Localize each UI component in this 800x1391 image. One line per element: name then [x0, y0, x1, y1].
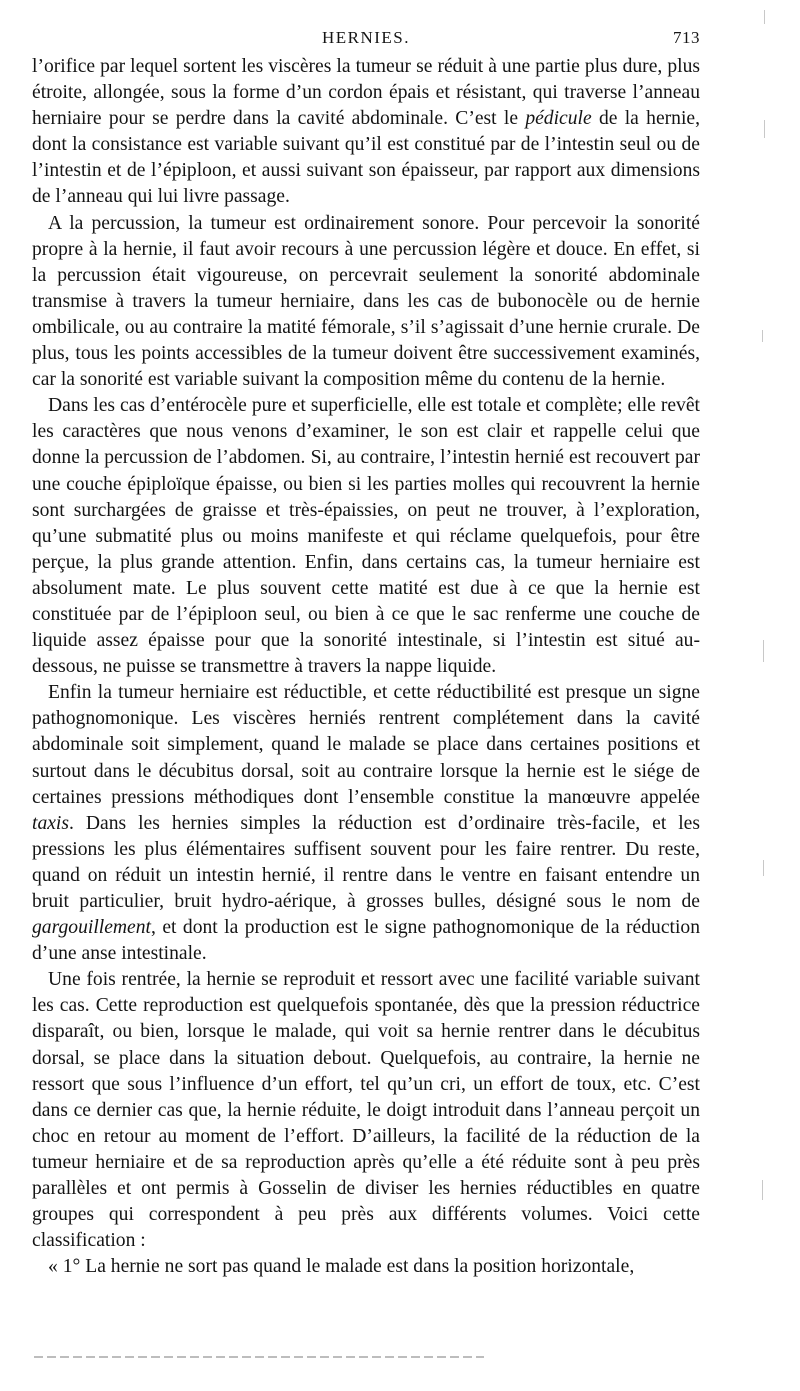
- text-run: Une fois rentrée, la hernie se reproduit et ressort avec une facilité variable suivant les cas. Cette reproduction est quelquefois spontanée, dès que la pression réductrice disparaît, ou bien, lorsque le malade, qui voit sa hernie rentrer dans le décubitus dorsal, se place dans la situation debout. Quelquefois, au contraire, la hernie ne ressort que sous l’influence d’un effort, tel qu’un cri, un effort de toux, etc. C’est dans ce dernier cas que, la hernie réduite, le doigt introduit dans l’anneau perçoit un choc en retour au moment de l’effort. D’ailleurs, la facilité de la réduction de la tumeur herniaire et de sa reproduction après qu’elle a été réduite sont à peu près parallèles et ont permis à Gosselin de diviser les hernies réductibles en quatre groupes qui correspondent à peu près aux différents volumes. Voici cette classification :: [32, 969, 700, 1252]
- italic-term: pédicule: [525, 108, 592, 130]
- scan-mark: [764, 120, 765, 138]
- running-title: HERNIES.: [321, 28, 411, 47]
- text-run: « 1° La hernie ne sort pas quand le malade est dans la position horizontale,: [48, 1256, 635, 1278]
- text-run: Dans les cas d’entérocèle pure et superficielle, elle est totale et complète; elle revêt les caractères que nous venons d’examiner, le son est clair et rappelle celui que donne la percussion de l’abdomen. Si, au contraire, l’intestin hernié est recouvert par une couche épiploïque épaisse, ou bien si les parties molles qui recouvrent la hernie sont surchargées de graisse et très-épaissies, on peut ne trouver, à l’exploration, qu’une submatité plus ou moins manifeste et qui réclame quelquefois, pour être perçue, la plus grande attention. Enfin, dans certains cas, la tumeur herniaire est absolument mate. Le plus souvent cette matité est due à ce que la hernie est constituée par de l’épiploon seul, ou bien à ce que le sac renferme une couche de liquide assez épaisse pour que la sonorité intestinale, si l’intestin est situé au-dessous, ne puisse se transmettre à travers la nappe liquide.: [32, 395, 700, 678]
- body-text: [32, 54, 700, 1280]
- text-run: . Dans les hernies simples la réduction est d’ordinaire très-facile, et les pressions les plus élémentaires suffisent souvent pour les faire rentrer. Du reste, quand on réduit un intestin hernié, il rentre dans le ventre en faisant entendre un bruit particulier, bruit hydro-aérique, à grosses bulles, désigné sous le nom de: [32, 812, 700, 912]
- text-run: l’orifice par lequel sortent les viscères la tumeur se réduit à une partie plus dure, plus étroite, allongée, sous la forme d’un cordon épais et résistant, qui traverse l’anneau herniaire pour se perdre dans la cavité abdominale. C’est le: [32, 56, 700, 130]
- scan-mark: [763, 860, 764, 876]
- paragraph: [32, 393, 700, 680]
- text-run: Enfin la tumeur herniaire est réductible, et cette réductibilité est presque un signe pathognomonique. Les viscères herniés rentrent complétement dans la cavité abdominale soit simplement, quand le malade se place dans certaines positions et surtout dans le décubitus dorsal, soit au contraire lorsque la hernie est le siége de certaines pressions méthodiques dont l’ensemble constitue la manœuvre appelée: [32, 682, 700, 808]
- paragraph: [32, 967, 700, 1254]
- paragraph: [32, 1254, 700, 1280]
- scan-bottom-artifact: [34, 1356, 484, 1358]
- running-header: [32, 26, 700, 54]
- scan-mark: [764, 10, 765, 24]
- page-number: 713: [673, 28, 700, 47]
- text-run: de la hernie, dont la consistance est variable suivant qu’il est constitué par de l’intestin seul ou de l’intestin et de l’épiploon, et aussi suivant son épaisseur, par rapport aux dimensions de l’anneau qui lui livre passage.: [32, 108, 701, 208]
- italic-term: taxis: [32, 812, 70, 834]
- italic-term: gargouillement: [32, 917, 151, 939]
- scan-mark: [762, 1180, 763, 1200]
- book-page: [32, 26, 700, 1280]
- paragraph: [32, 211, 700, 394]
- paragraph: [32, 680, 700, 967]
- scan-mark: [763, 640, 764, 662]
- text-run: A la percussion, la tumeur est ordinairement sonore. Pour percevoir la sonorité propre à la hernie, il faut avoir recours à une percussion légère et douce. En effet, si la percussion était vigoureuse, on percevrait seulement la sonorité abdominale transmise à travers la tumeur herniaire, dans les cas de bubonocèle ou de hernie ombilicale, ou au contraire la matité fémorale, s’il s’agissait d’une hernie crurale. De plus, tous les points accessibles de la tumeur doivent être successivement examinés, car la sonorité est variable suivant la composition même du contenu de la hernie.: [32, 212, 700, 391]
- text-run: , et dont la production est le signe pathognomonique de la réduction d’une anse intestinale.: [32, 917, 700, 965]
- scan-margin-marks: [756, 0, 776, 1391]
- paragraph: [32, 54, 700, 211]
- scan-mark: [762, 330, 763, 342]
